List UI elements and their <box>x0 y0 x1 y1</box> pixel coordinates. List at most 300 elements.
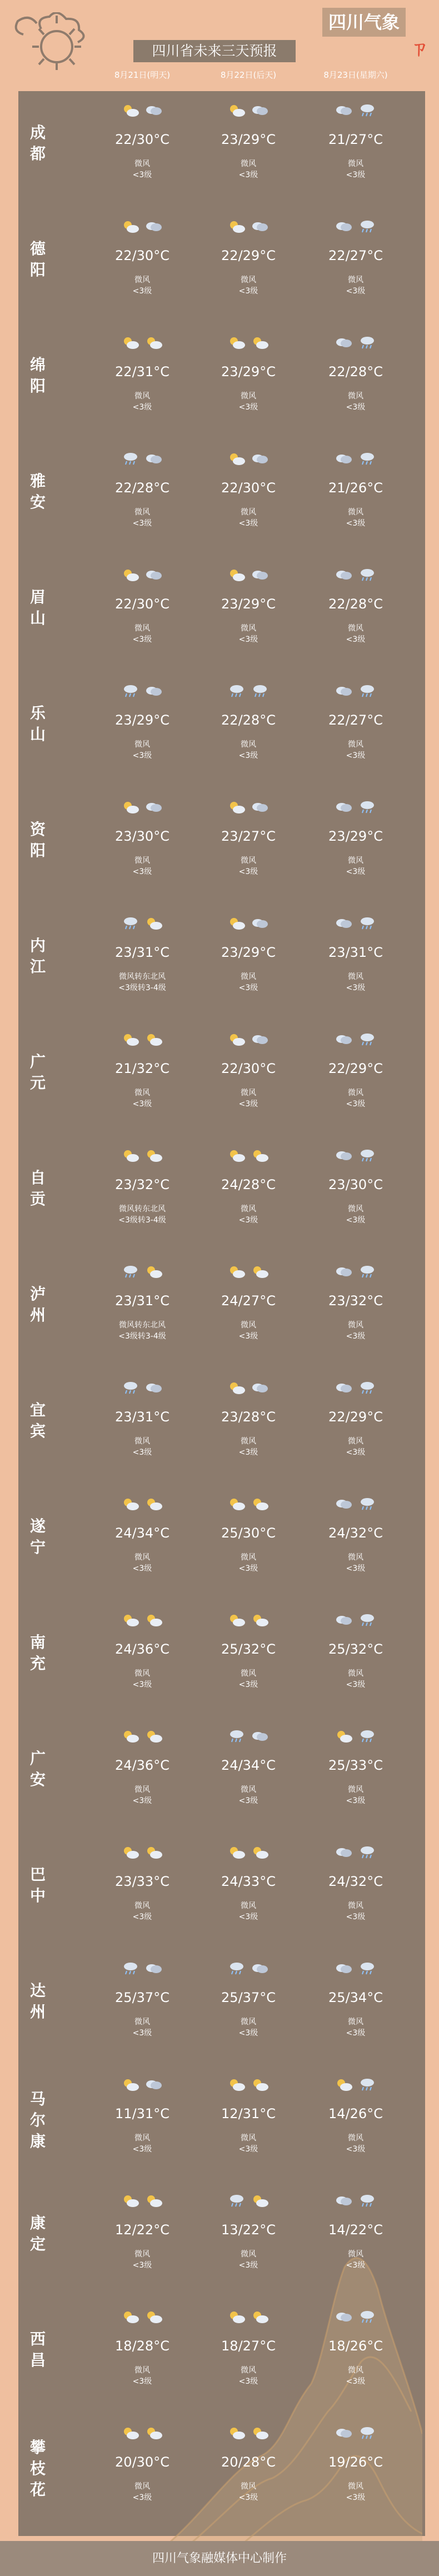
wind-direction: 微风 <box>348 2018 363 2026</box>
weather-icons <box>201 683 296 706</box>
rain-icon <box>358 1148 377 1164</box>
city-name-char: 安 <box>29 1770 46 1789</box>
wind-info <box>308 1087 403 1110</box>
forecast-cell-day-2 <box>201 451 296 529</box>
forecast-cell-day-3 <box>308 2193 403 2271</box>
sun-icon <box>251 1613 270 1628</box>
cloud-icon <box>251 800 270 815</box>
wind-direction: 微风 <box>348 624 363 633</box>
wind-info <box>201 1900 296 1923</box>
forecast-cell-day-3 <box>308 916 403 994</box>
wind-level: <3级 <box>238 171 258 179</box>
city-row <box>18 1953 425 2075</box>
city-row <box>18 1836 425 1959</box>
wind-info <box>95 2249 189 2271</box>
wind-direction: 微风 <box>348 1437 363 1446</box>
sun-icon <box>144 2309 163 2325</box>
wind-direction: 微风 <box>134 392 150 401</box>
cloud-icon <box>335 800 353 815</box>
wind-direction: 微风 <box>134 1901 150 1910</box>
city-row <box>18 1024 425 1146</box>
sun-icon <box>144 1264 163 1280</box>
city-name-char: 山 <box>29 725 46 743</box>
sun-icon <box>121 219 140 234</box>
wind-level: <3级转3-4级 <box>118 1332 166 1341</box>
sun-icon <box>227 1032 246 1047</box>
sun-icon <box>121 2309 140 2325</box>
wind-level: <3级 <box>346 403 366 412</box>
forecast-cell-day-3 <box>308 1845 403 1923</box>
weather-icons <box>95 1613 189 1635</box>
rain-icon <box>358 1961 377 1976</box>
cloud-icon <box>335 451 353 467</box>
wind-info <box>95 2016 189 2039</box>
wind-direction: 微风 <box>134 508 150 517</box>
wind-level: <3级 <box>132 867 152 876</box>
wind-info <box>95 1552 189 1574</box>
wind-info <box>95 739 189 761</box>
forecast-cell-day-3 <box>308 800 403 877</box>
forecast-cell-day-1 <box>95 1613 189 1690</box>
rain-icon <box>121 916 140 931</box>
wind-direction: 微风 <box>241 159 256 168</box>
temperature-range: 19/26°C <box>328 2454 383 2470</box>
rain-icon <box>227 1729 246 1744</box>
weather-icons <box>308 2425 403 2448</box>
sun-icon <box>227 1148 246 1164</box>
wind-level: <3级 <box>132 403 152 412</box>
wind-direction: 微风 <box>241 972 256 981</box>
weather-icons <box>95 2077 189 2099</box>
weather-icons <box>308 1845 403 1867</box>
temperature-range: 22/30°C <box>115 132 169 147</box>
forecast-cell-day-2 <box>201 335 296 413</box>
temperature-range: 14/22°C <box>328 2222 383 2238</box>
forecast-cell-day-3 <box>308 103 403 181</box>
sun-icon <box>144 1729 163 1744</box>
forecast-cell-day-3 <box>308 335 403 413</box>
wind-info <box>95 391 189 413</box>
forecast-cell-day-1 <box>95 2077 189 2155</box>
cloud-icon <box>144 1380 163 1396</box>
forecast-cell-day-2 <box>201 2077 296 2155</box>
wind-direction: 微风 <box>134 1669 150 1678</box>
sun-icon <box>227 916 246 931</box>
sun-icon <box>121 2077 140 2093</box>
wind-level: <3级 <box>132 2145 152 2154</box>
wind-level: <3级 <box>346 984 366 992</box>
weather-icons <box>201 1729 296 1751</box>
wind-info <box>201 739 296 761</box>
wind-direction: 微风 <box>241 1669 256 1678</box>
weather-icons <box>95 219 189 241</box>
cloud-icon <box>335 1845 353 1860</box>
wind-direction: 微风转东北风 <box>119 972 166 981</box>
weather-icons <box>308 916 403 938</box>
temperature-range: 18/28°C <box>115 2338 169 2354</box>
rain-icon <box>121 1961 140 1976</box>
wind-info <box>308 2016 403 2039</box>
temperature-range: 23/30°C <box>115 828 169 844</box>
forecast-cell-day-2 <box>201 2309 296 2387</box>
forecast-cell-day-1 <box>95 1148 189 1226</box>
wind-direction: 微风 <box>348 392 363 401</box>
wind-level: <3级 <box>238 1100 258 1109</box>
sun-icon <box>227 2077 246 2093</box>
city-row <box>18 1372 425 1494</box>
temperature-range: 12/22°C <box>115 2222 169 2238</box>
temperature-range: 20/28°C <box>221 2454 276 2470</box>
forecast-cell-day-2 <box>201 1845 296 1923</box>
forecast-cell-day-2 <box>201 1032 296 1110</box>
wind-level: <3级 <box>238 2261 258 2270</box>
cloud-icon <box>335 335 353 351</box>
temperature-range: 23/31°C <box>328 945 383 960</box>
sun-icon <box>121 1613 140 1628</box>
weather-icons <box>95 1845 189 1867</box>
wind-direction: 微风 <box>134 1553 150 1562</box>
sun-icon <box>121 1729 140 1744</box>
sun-icon <box>227 2309 246 2325</box>
temperature-range: 25/37°C <box>115 1990 169 2005</box>
sun-icon <box>227 567 246 583</box>
city-name-char: 广 <box>29 1749 46 1768</box>
rain-icon <box>358 1264 377 1280</box>
wind-info <box>95 623 189 645</box>
city-name-char: 康 <box>29 2132 46 2150</box>
wind-direction: 微风 <box>348 2134 363 2143</box>
city-name-char: 定 <box>29 2235 46 2253</box>
wind-info <box>201 855 296 877</box>
sun-icon <box>335 2077 353 2093</box>
wind-info <box>95 855 189 877</box>
weather-icons <box>201 916 296 938</box>
city-name-char: 宁 <box>29 1538 46 1556</box>
wind-direction: 微风 <box>241 1553 256 1562</box>
weather-icons <box>201 2309 296 2332</box>
wind-level: <3级 <box>346 1216 366 1225</box>
cloud-icon <box>335 219 353 234</box>
weather-icons <box>201 1961 296 1983</box>
header <box>0 0 439 94</box>
cloud-icon <box>335 1032 353 1047</box>
wind-info <box>308 2133 403 2155</box>
weather-icons <box>201 567 296 590</box>
weather-icons <box>308 1729 403 1751</box>
wind-direction: 微风转东北风 <box>119 1321 166 1330</box>
temperature-range: 24/36°C <box>115 1758 169 1773</box>
rain-icon <box>358 1380 377 1396</box>
weather-icons <box>95 2425 189 2448</box>
wind-info <box>201 1320 296 1342</box>
city-row <box>18 2417 425 2539</box>
wind-direction: 微风 <box>348 159 363 168</box>
temperature-range: 23/31°C <box>115 1409 169 1425</box>
cloud-icon <box>335 1613 353 1628</box>
temperature-range: 11/31°C <box>115 2106 169 2121</box>
temperature-range: 22/30°C <box>221 480 276 496</box>
wind-info <box>308 1900 403 1923</box>
cloud-icon <box>335 1148 353 1164</box>
forecast-cell-day-3 <box>308 2077 403 2155</box>
weather-icons <box>95 1496 189 1519</box>
sun-icon <box>335 1729 353 1744</box>
weather-icons <box>308 2077 403 2099</box>
city-name-char: 宜 <box>29 1401 46 1419</box>
city-name-char: 广 <box>29 1052 46 1071</box>
rain-icon <box>358 683 377 699</box>
temperature-range: 23/30°C <box>328 1177 383 1192</box>
wind-level: <3级 <box>346 635 366 644</box>
wind-info <box>95 2365 189 2387</box>
forecast-cell-day-2 <box>201 1729 296 1806</box>
temperature-range: 22/29°C <box>328 1061 383 1076</box>
sun-icon <box>121 1845 140 1860</box>
temperature-range: 24/36°C <box>115 1641 169 1657</box>
wind-level: <3级 <box>132 2261 152 2270</box>
city-name-char: 枝 <box>29 2459 46 2478</box>
cloud-icon <box>335 683 353 699</box>
wind-info <box>308 855 403 877</box>
wind-info <box>308 1320 403 1342</box>
city-name-char: 达 <box>29 1981 46 2000</box>
forecast-cell-day-3 <box>308 1380 403 1458</box>
city-row <box>18 327 425 449</box>
sun-icon <box>227 451 246 467</box>
wind-direction: 微风 <box>134 159 150 168</box>
rain-icon <box>121 451 140 467</box>
forecast-cell-day-2 <box>201 1380 296 1458</box>
city-name-char: 江 <box>29 957 46 976</box>
wind-direction: 微风 <box>241 2018 256 2026</box>
sun-icon <box>251 2193 270 2209</box>
wind-info <box>95 2481 189 2503</box>
forecast-cell-day-3 <box>308 1264 403 1342</box>
city-name-char: 攀 <box>29 2438 46 2457</box>
cloud-icon <box>251 1032 270 1047</box>
rain-icon <box>358 2309 377 2325</box>
forecast-cell-day-2 <box>201 2193 296 2271</box>
cloud-icon <box>144 567 163 583</box>
wind-level: <3级 <box>346 519 366 528</box>
wind-info <box>308 1204 403 1226</box>
temperature-range: 18/26°C <box>328 2338 383 2354</box>
weather-icons <box>95 1148 189 1170</box>
rain-icon <box>227 2193 246 2209</box>
wind-level: <3级 <box>346 1332 366 1341</box>
wind-level: <3级 <box>132 1796 152 1805</box>
city-name-char: 山 <box>29 609 46 627</box>
weather-icons <box>308 1961 403 1983</box>
forecast-cell-day-1 <box>95 2425 189 2503</box>
rain-icon <box>358 1845 377 1860</box>
forecast-cell-day-3 <box>308 683 403 761</box>
wind-direction: 微风 <box>348 1901 363 1910</box>
temperature-range: 23/29°C <box>221 364 276 380</box>
city-row <box>18 94 425 217</box>
wind-info <box>201 1436 296 1458</box>
wind-level: <3级 <box>132 1448 152 1457</box>
wind-info <box>95 507 189 529</box>
wind-level: <3级 <box>346 1680 366 1689</box>
sun-icon <box>144 1148 163 1164</box>
city-name-char: 花 <box>29 2480 46 2499</box>
rain-icon <box>227 683 246 699</box>
forecast-cell-day-3 <box>308 451 403 529</box>
temperature-range: 22/29°C <box>328 1409 383 1425</box>
weather-icons <box>308 683 403 706</box>
wind-level: <3级 <box>346 287 366 296</box>
wind-info <box>201 2365 296 2387</box>
wind-direction: 微风 <box>134 2018 150 2026</box>
weather-icons <box>308 1496 403 1519</box>
rain-icon <box>358 2425 377 2441</box>
temperature-range: 23/32°C <box>115 1177 169 1192</box>
sun-icon <box>251 2077 270 2093</box>
sun-icon <box>227 1496 246 1512</box>
weather-icons <box>95 1961 189 1983</box>
forecast-cell-day-1 <box>95 567 189 645</box>
forecast-cell-day-3 <box>308 2425 403 2503</box>
cloud-icon <box>144 1961 163 1976</box>
weather-icons <box>95 1032 189 1054</box>
temperature-range: 21/26°C <box>328 480 383 496</box>
forecast-cell-day-1 <box>95 219 189 297</box>
city-name-char: 宾 <box>29 1422 46 1440</box>
wind-level: <3级 <box>346 867 366 876</box>
wind-direction: 微风 <box>134 2250 150 2259</box>
wind-info <box>308 2249 403 2271</box>
temperature-range: 23/29°C <box>221 945 276 960</box>
weather-icons <box>95 335 189 357</box>
wind-direction: 微风 <box>134 2366 150 2375</box>
forecast-cell-day-1 <box>95 2309 189 2387</box>
city-row <box>18 1256 425 1378</box>
city-row <box>18 211 425 333</box>
wind-level: <3级 <box>238 1680 258 1689</box>
sun-icon <box>227 219 246 234</box>
wind-direction: 微风 <box>348 2482 363 2491</box>
weather-icons <box>308 335 403 357</box>
cloud-icon <box>335 2425 353 2441</box>
city-name <box>18 2417 57 2559</box>
forecast-cell-day-1 <box>95 1380 189 1458</box>
wind-info <box>201 274 296 297</box>
wind-direction: 微风 <box>241 2134 256 2143</box>
forecast-cell-day-2 <box>201 1148 296 1226</box>
wind-level: <3级 <box>132 635 152 644</box>
weather-icons <box>308 1032 403 1054</box>
forecast-cell-day-2 <box>201 916 296 994</box>
temperature-range: 25/34°C <box>328 1990 383 2005</box>
sun-icon <box>227 1845 246 1860</box>
temperature-range: 22/28°C <box>328 596 383 612</box>
city-row <box>18 675 425 797</box>
wind-level: <3级 <box>132 1564 152 1573</box>
temperature-range: 23/31°C <box>115 945 169 960</box>
wind-direction: 微风 <box>134 276 150 284</box>
wind-level: <3级 <box>346 2145 366 2154</box>
weather-icons <box>201 335 296 357</box>
wind-info <box>95 274 189 297</box>
rain-icon <box>358 1496 377 1512</box>
weather-icons <box>95 1729 189 1751</box>
city-name-char: 南 <box>29 1633 46 1651</box>
city-name-char: 成 <box>29 123 46 142</box>
wind-info <box>308 391 403 413</box>
footer-credit: 四川气象融媒体中心制作 <box>0 2541 439 2576</box>
weather-icons <box>95 1380 189 1402</box>
city-row <box>18 1604 425 1726</box>
wind-level: <3级 <box>238 867 258 876</box>
weather-icons <box>201 800 296 822</box>
wind-level: <3级 <box>238 519 258 528</box>
wind-direction: 微风 <box>241 740 256 749</box>
wind-info <box>201 158 296 181</box>
wind-info <box>308 1436 403 1458</box>
weather-icons <box>308 2309 403 2332</box>
cloud-icon <box>144 103 163 118</box>
temperature-range: 22/30°C <box>221 1061 276 1076</box>
rain-icon <box>358 2193 377 2209</box>
forecast-cell-day-2 <box>201 1613 296 1690</box>
wind-info <box>201 1784 296 1806</box>
wind-direction: 微风 <box>134 1089 150 1097</box>
wind-direction: 微风 <box>134 740 150 749</box>
wind-direction: 微风 <box>241 1901 256 1910</box>
temperature-range: 24/32°C <box>328 1874 383 1889</box>
wind-direction: 微风 <box>348 1321 363 1330</box>
cloud-icon <box>335 2193 353 2209</box>
wind-level: <3级 <box>238 1332 258 1341</box>
forecast-cell-day-2 <box>201 800 296 877</box>
wind-direction: 微风 <box>241 856 256 865</box>
forecast-cell-day-1 <box>95 451 189 529</box>
wind-level: <3级转3-4级 <box>118 1216 166 1225</box>
wind-direction: 微风 <box>134 624 150 633</box>
weather-icons <box>201 451 296 473</box>
wind-level: <3级 <box>346 1913 366 1921</box>
wind-level: <3级 <box>238 2377 258 2386</box>
sun-icon <box>251 2425 270 2441</box>
wind-direction: 微风 <box>348 856 363 865</box>
sun-icon <box>227 800 246 815</box>
wind-info <box>201 391 296 413</box>
temperature-range: 24/32°C <box>328 1525 383 1541</box>
city-name-char: 元 <box>29 1074 46 1092</box>
city-name-char: 巴 <box>29 1865 46 1884</box>
city-name-char: 乐 <box>29 704 46 722</box>
forecast-cell-day-1 <box>95 335 189 413</box>
forecast-cell-day-1 <box>95 1845 189 1923</box>
wind-level: <3级 <box>132 519 152 528</box>
wind-level: <3级 <box>346 2261 366 2270</box>
wind-info <box>308 623 403 645</box>
cloud-icon <box>335 103 353 118</box>
weather-icons <box>308 451 403 473</box>
city-name-char: 阳 <box>29 261 46 279</box>
wind-level: <3级 <box>346 2493 366 2502</box>
city-row <box>18 2301 425 2423</box>
rain-icon <box>358 567 377 583</box>
temperature-range: 22/30°C <box>115 248 169 263</box>
wind-level: <3级 <box>238 1564 258 1573</box>
wind-info <box>308 971 403 994</box>
wind-info <box>201 1204 296 1226</box>
city-name-char: 贡 <box>29 1190 46 1208</box>
sun-icon <box>144 1845 163 1860</box>
sun-icon <box>144 916 163 931</box>
